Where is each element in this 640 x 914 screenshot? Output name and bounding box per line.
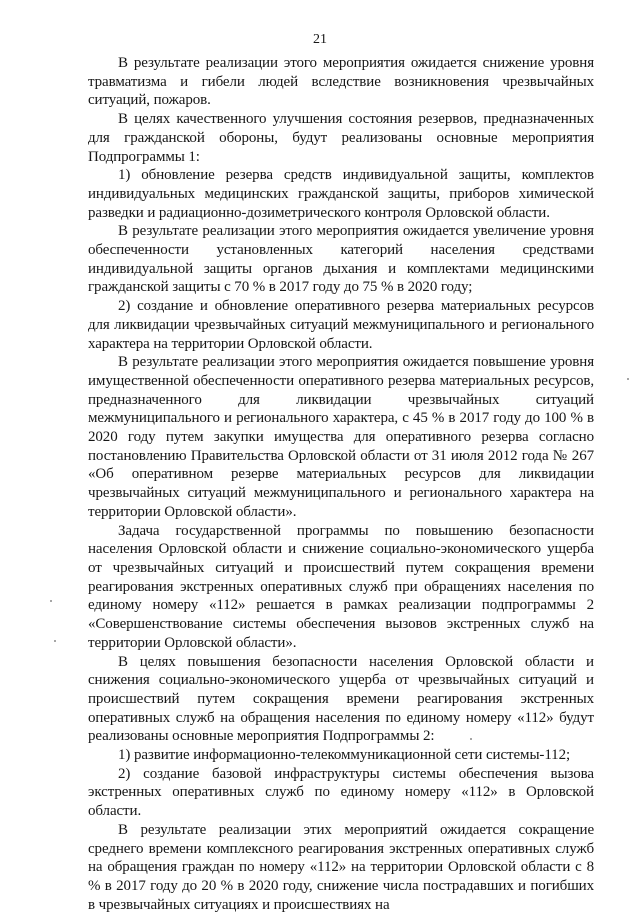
paragraph-3: 1) обновление резерва средств индивидуальной защиты, комплектов индивидуальных медицинских гражданской защиты, приборов химической разведки и радиационно-дозиметрического контроля Орловской области. bbox=[88, 167, 594, 221]
page-number: 21 bbox=[313, 32, 327, 47]
paragraph-4: В результате реализации этого мероприятия ожидается увеличение уровня обеспеченности установленных категорий населения средствами индивидуальной защиты органов дыхания и комплектами медицинскими гражданской защиты с 70 % в 2017 году до 75 % в 2020 году; bbox=[88, 223, 594, 296]
paragraph-5: 2) создание и обновление оперативного резерва материальных ресурсов для ликвидации чрезвычайных ситуаций межмуниципального и регионального характера на территории Орловской области. bbox=[88, 298, 594, 352]
paragraph-8: В целях повышения безопасности населения Орловской области и снижения социально-экономического ущерба от чрезвычайных ситуаций и происшествий путем сокращения времени реагирования экстренных оперативных служб на обращения населения по единому номеру «112» будут реализованы основные мероприятия Подпрограммы 2: bbox=[88, 653, 594, 745]
scan-speck bbox=[627, 378, 629, 380]
paragraph-7: Задача государственной программы по повышению безопасности населения Орловской области и снижение социально-экономического ущерба от чрезвычайных ситуаций и происшествий путем сокращения времени реагирования экстренных оперативных служб при обращениях населения по единому номеру «112» решается в рамках реализации подпрограммы 2 «Совершенствование системы обеспечения вызовов экстренных служб на территории Орловской области». bbox=[88, 522, 594, 651]
paragraph-2: В целях качественного улучшения состояния резервов, предназначенных для гражданской обороны, будут реализованы основные мероприятия Подпрограммы 1: bbox=[88, 111, 594, 165]
body-text bbox=[88, 54, 594, 914]
paragraph-9: 1) развитие информационно-телекоммуникационной сети системы-112; bbox=[118, 747, 571, 764]
scan-speck bbox=[50, 600, 52, 602]
paragraph-10: 2) создание базовой инфраструктуры системы обеспечения вызова экстренных оперативных служб по единому номеру «112» в Орловской области. bbox=[88, 765, 594, 820]
scan-speck bbox=[470, 738, 472, 740]
paragraph-1: В результате реализации этого мероприятия ожидается снижение уровня травматизма и гибели людей вследствие возникновения чрезвычайных ситуаций, пожаров. bbox=[88, 55, 594, 109]
paragraph-11: В результате реализации этих мероприятий ожидается сокращение среднего времени комплексного реагирования экстренных оперативных служб на обращения граждан по номеру «112» на территории Орловской области с 8 % в 2017 году до 20 % в 2020 году, снижение числа пострадавших и погибших в чрезвычайных ситуациях и происшествиях на bbox=[88, 821, 594, 913]
scan-speck bbox=[54, 640, 56, 642]
paragraph-6: В результате реализации этого мероприятия ожидается повышение уровня имущественной обеспеченности оперативного резерва материальных ресурсов, предназначенного для ликвидации чрезвычайных ситуаций межмуниципального и регионального характера, с 45 % в 2017 году до 100 % в 2020 году путем закупки имущества для оперативного резерва согласно постановлению Правительства Орловской области от 31 июля 2012 года № 267 «Об оперативном резерве материальных ресурсов для ликвидации чрезвычайных ситуаций межмуниципального и регионального характера на территории Орловской области». bbox=[88, 354, 594, 520]
